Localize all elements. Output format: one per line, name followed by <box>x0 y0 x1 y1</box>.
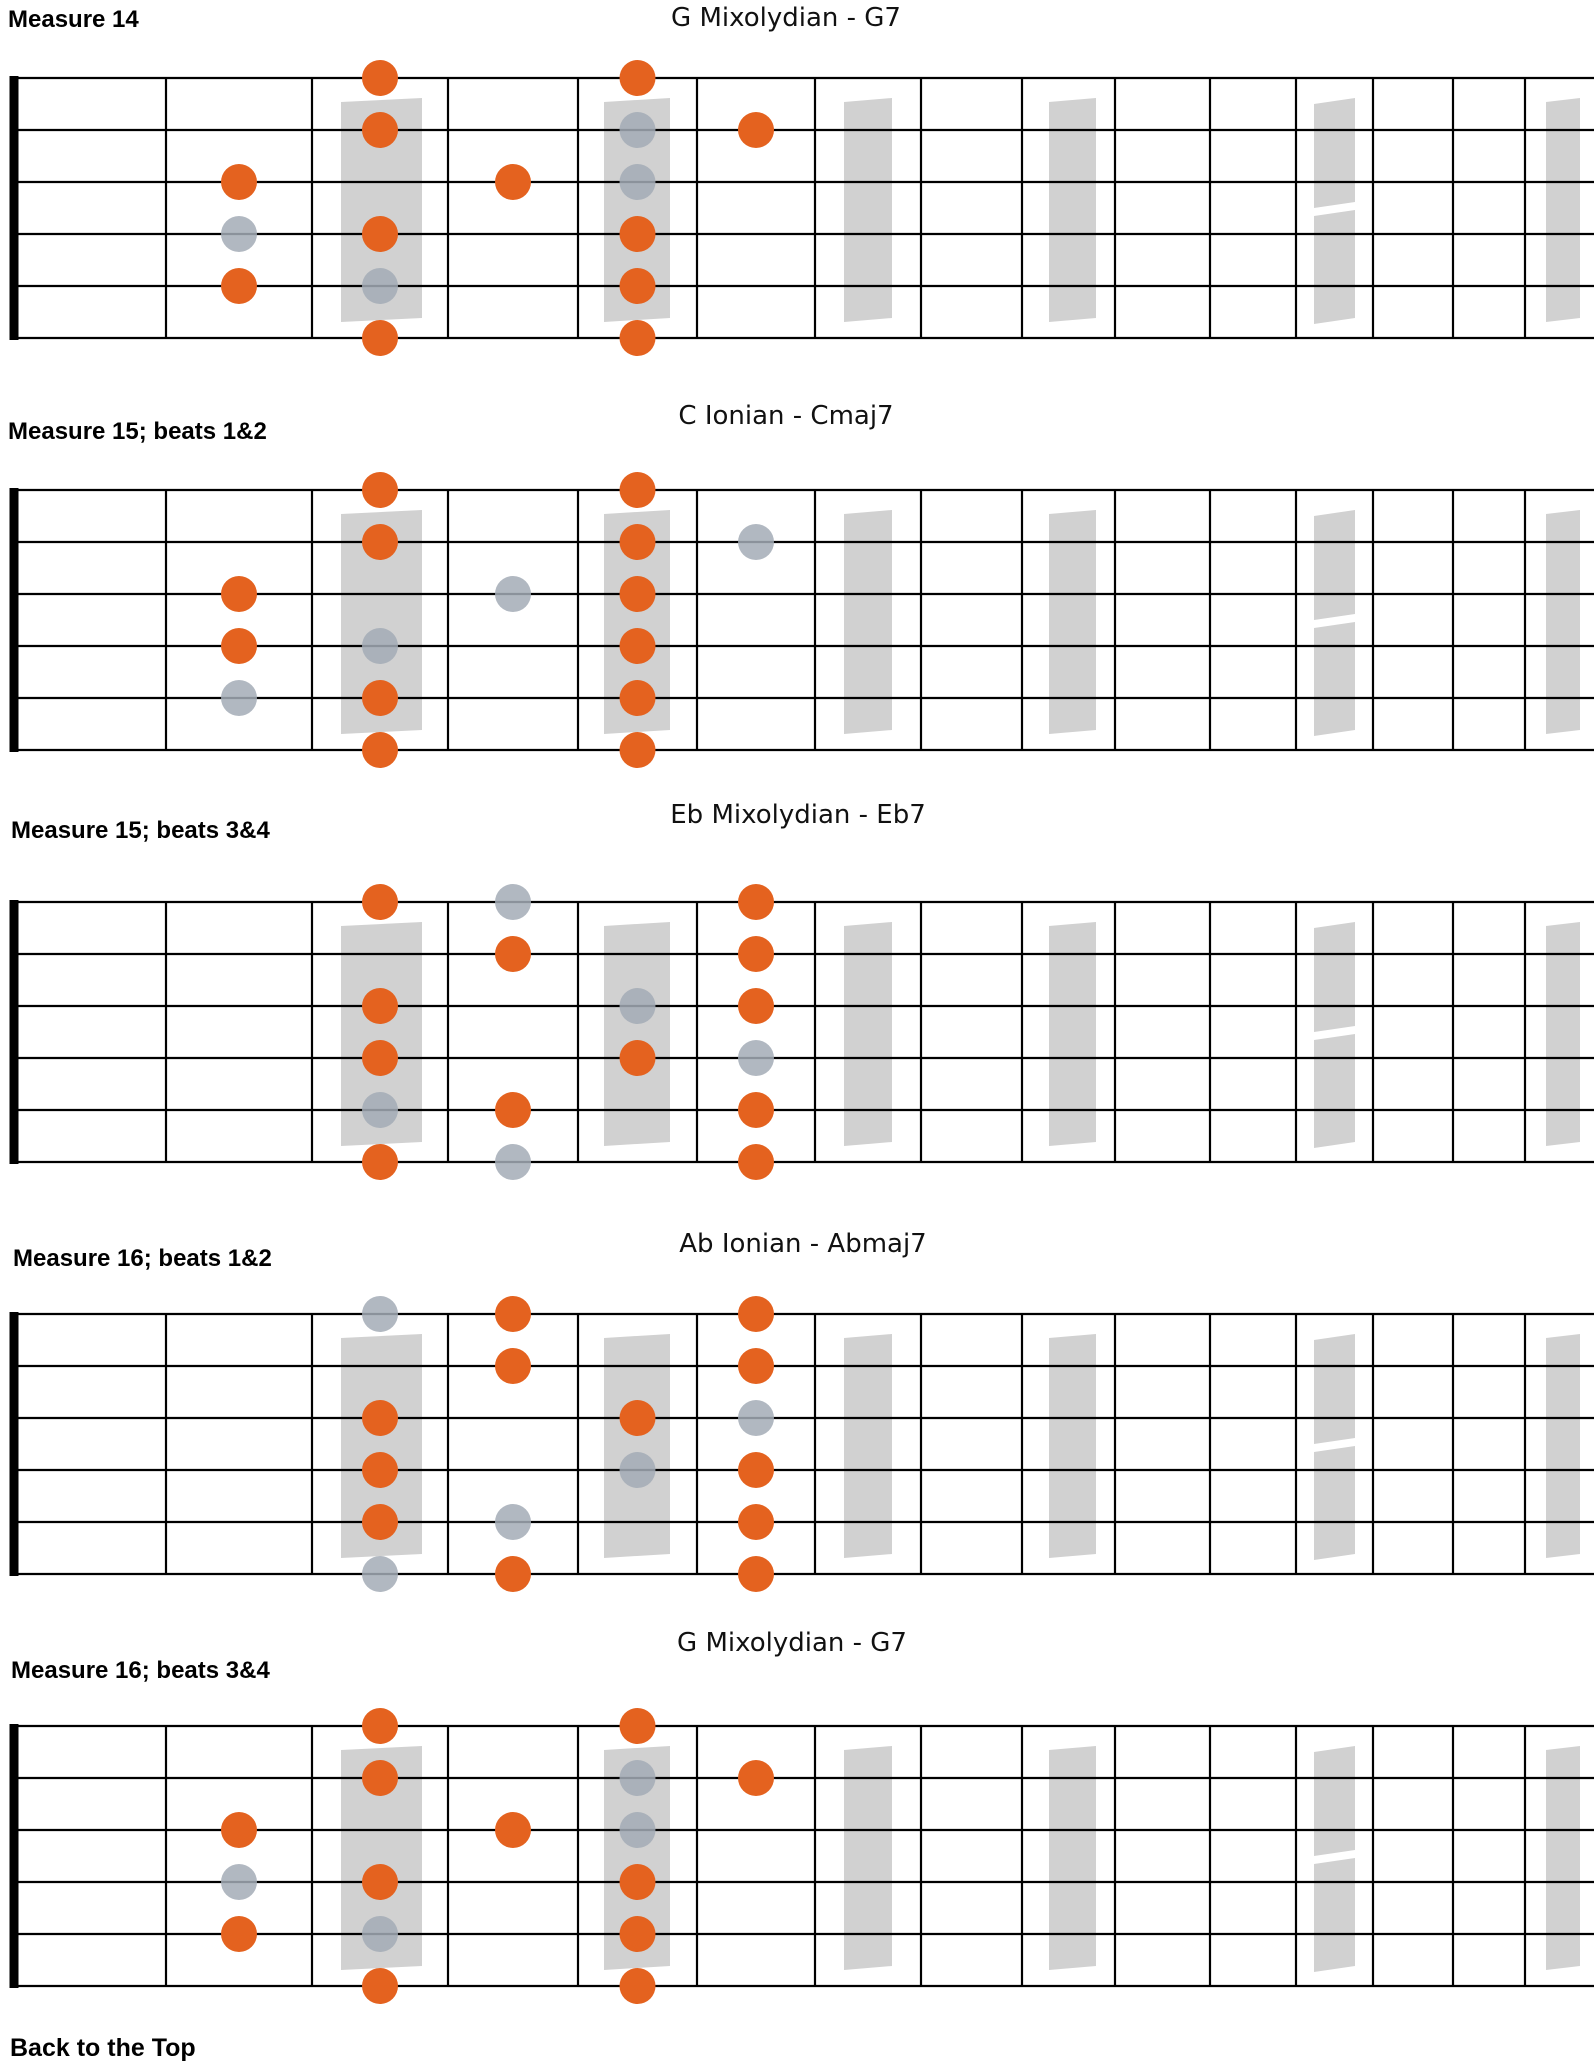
scale-note-dot <box>738 1452 774 1488</box>
scale-note-dot <box>738 884 774 920</box>
scale-note-dot <box>221 576 257 612</box>
scale-note-dot <box>362 1968 398 2004</box>
fret-inlay <box>1546 922 1580 1146</box>
scale-title: C Ionian - Cmaj7 <box>678 401 894 431</box>
fret-inlay <box>1546 1334 1580 1558</box>
chord-tone-dot <box>495 884 531 920</box>
fret-inlay <box>1314 98 1355 208</box>
scale-note-dot <box>221 1916 257 1952</box>
fret-inlay <box>844 922 892 1146</box>
back-to-top-link[interactable]: Back to the Top <box>10 2034 196 2062</box>
fretboard-diagram <box>0 0 1594 300</box>
scale-note-dot <box>362 1864 398 1900</box>
scale-note-dot <box>221 268 257 304</box>
scale-note-dot <box>362 524 398 560</box>
scale-note-dot <box>362 1504 398 1540</box>
chord-tone-dot <box>495 1504 531 1540</box>
scale-note-dot <box>620 268 656 304</box>
chord-tone-dot <box>221 216 257 252</box>
chord-tone-dot <box>362 1092 398 1128</box>
measure-label: Measure 16; beats 3&4 <box>11 1657 270 1684</box>
scale-note-dot <box>221 1812 257 1848</box>
fret-inlay <box>844 510 892 734</box>
chord-tone-dot <box>620 164 656 200</box>
scale-note-dot <box>362 1400 398 1436</box>
scale-note-dot <box>362 1452 398 1488</box>
scale-note-dot <box>495 1812 531 1848</box>
chord-tone-dot <box>362 1916 398 1952</box>
fret-inlay <box>844 1746 892 1970</box>
fret-inlay <box>844 98 892 322</box>
scale-note-dot <box>495 936 531 972</box>
scale-title: G Mixolydian - G7 <box>677 1628 907 1658</box>
fret-inlay <box>1314 622 1355 736</box>
chord-tone-dot <box>620 112 656 148</box>
scale-note-dot <box>738 1092 774 1128</box>
chord-tone-dot <box>221 1864 257 1900</box>
chord-tone-dot <box>620 1452 656 1488</box>
scale-note-dot <box>362 1708 398 1744</box>
measure-label: Measure 14 <box>8 6 139 33</box>
scale-note-dot <box>495 1348 531 1384</box>
scale-note-dot <box>620 1916 656 1952</box>
chord-tone-dot <box>620 1812 656 1848</box>
scale-note-dot <box>620 1400 656 1436</box>
scale-note-dot <box>738 1296 774 1332</box>
chord-tone-dot <box>221 680 257 716</box>
fret-inlay <box>1049 1746 1096 1970</box>
chord-tone-dot <box>738 1040 774 1076</box>
measure-label: Measure 15; beats 3&4 <box>11 817 270 844</box>
fretboard-diagram <box>0 412 1594 712</box>
scale-note-dot <box>738 988 774 1024</box>
scale-note-dot <box>620 1040 656 1076</box>
scale-note-dot <box>620 472 656 508</box>
fret-inlay <box>604 1334 670 1558</box>
scale-note-dot <box>620 216 656 252</box>
chord-tone-dot <box>495 1144 531 1180</box>
scale-note-dot <box>495 1296 531 1332</box>
measure-label: Measure 15; beats 1&2 <box>8 418 267 445</box>
chord-tone-dot <box>495 576 531 612</box>
scale-note-dot <box>362 732 398 768</box>
scale-title: Ab Ionian - Abmaj7 <box>679 1229 927 1259</box>
fretboard-diagram <box>0 1236 1594 1536</box>
scale-note-dot <box>362 112 398 148</box>
fret-inlay <box>1049 1334 1096 1558</box>
fret-inlay <box>1049 510 1096 734</box>
scale-note-dot <box>620 576 656 612</box>
scale-note-dot <box>362 1760 398 1796</box>
scale-note-dot <box>495 1092 531 1128</box>
scale-note-dot <box>620 732 656 768</box>
chord-tone-dot <box>362 628 398 664</box>
fret-inlay <box>844 1334 892 1558</box>
fret-inlay <box>1049 98 1096 322</box>
fret-inlay <box>1314 1334 1355 1444</box>
fretboard-diagram <box>0 1648 1594 1948</box>
fret-inlay <box>1314 1858 1355 1972</box>
scale-note-dot <box>362 60 398 96</box>
scale-title: G Mixolydian - G7 <box>671 3 901 33</box>
scale-note-dot <box>738 1556 774 1592</box>
scale-note-dot <box>620 1968 656 2004</box>
scale-note-dot <box>738 112 774 148</box>
scale-note-dot <box>620 680 656 716</box>
chord-tone-dot <box>362 1296 398 1332</box>
scale-note-dot <box>362 884 398 920</box>
scale-note-dot <box>495 1556 531 1592</box>
chord-tone-dot <box>620 988 656 1024</box>
chord-tone-dot <box>620 1760 656 1796</box>
scale-note-dot <box>362 1144 398 1180</box>
fret-inlay <box>1546 510 1580 734</box>
scale-note-dot <box>738 1504 774 1540</box>
chord-tone-dot <box>738 524 774 560</box>
scale-note-dot <box>738 1760 774 1796</box>
fret-inlay <box>1314 1746 1355 1856</box>
fret-inlay <box>1314 922 1355 1032</box>
scale-note-dot <box>362 320 398 356</box>
scale-note-dot <box>362 988 398 1024</box>
scale-note-dot <box>362 680 398 716</box>
fretboard-diagram <box>0 824 1594 1124</box>
scale-note-dot <box>362 472 398 508</box>
scale-note-dot <box>620 320 656 356</box>
chord-tone-dot <box>362 268 398 304</box>
scale-note-dot <box>221 628 257 664</box>
scale-note-dot <box>362 1040 398 1076</box>
scale-note-dot <box>738 1348 774 1384</box>
fret-inlay <box>1546 1746 1580 1970</box>
fret-inlay <box>1049 922 1096 1146</box>
scale-note-dot <box>620 60 656 96</box>
fret-inlay <box>1314 510 1355 620</box>
measure-label: Measure 16; beats 1&2 <box>13 1245 272 1272</box>
scale-note-dot <box>738 936 774 972</box>
scale-note-dot <box>738 1144 774 1180</box>
scale-note-dot <box>495 164 531 200</box>
chord-tone-dot <box>362 1556 398 1592</box>
scale-note-dot <box>620 628 656 664</box>
chord-tone-dot <box>738 1400 774 1436</box>
scale-title: Eb Mixolydian - Eb7 <box>670 800 926 830</box>
fret-inlay <box>1546 98 1580 322</box>
scale-note-dot <box>620 1708 656 1744</box>
scale-note-dot <box>221 164 257 200</box>
scale-note-dot <box>362 216 398 252</box>
fret-inlay <box>1314 210 1355 324</box>
fret-inlay <box>604 922 670 1146</box>
fret-inlay <box>1314 1446 1355 1560</box>
fret-inlay <box>1314 1034 1355 1148</box>
scale-note-dot <box>620 1864 656 1900</box>
scale-note-dot <box>620 524 656 560</box>
